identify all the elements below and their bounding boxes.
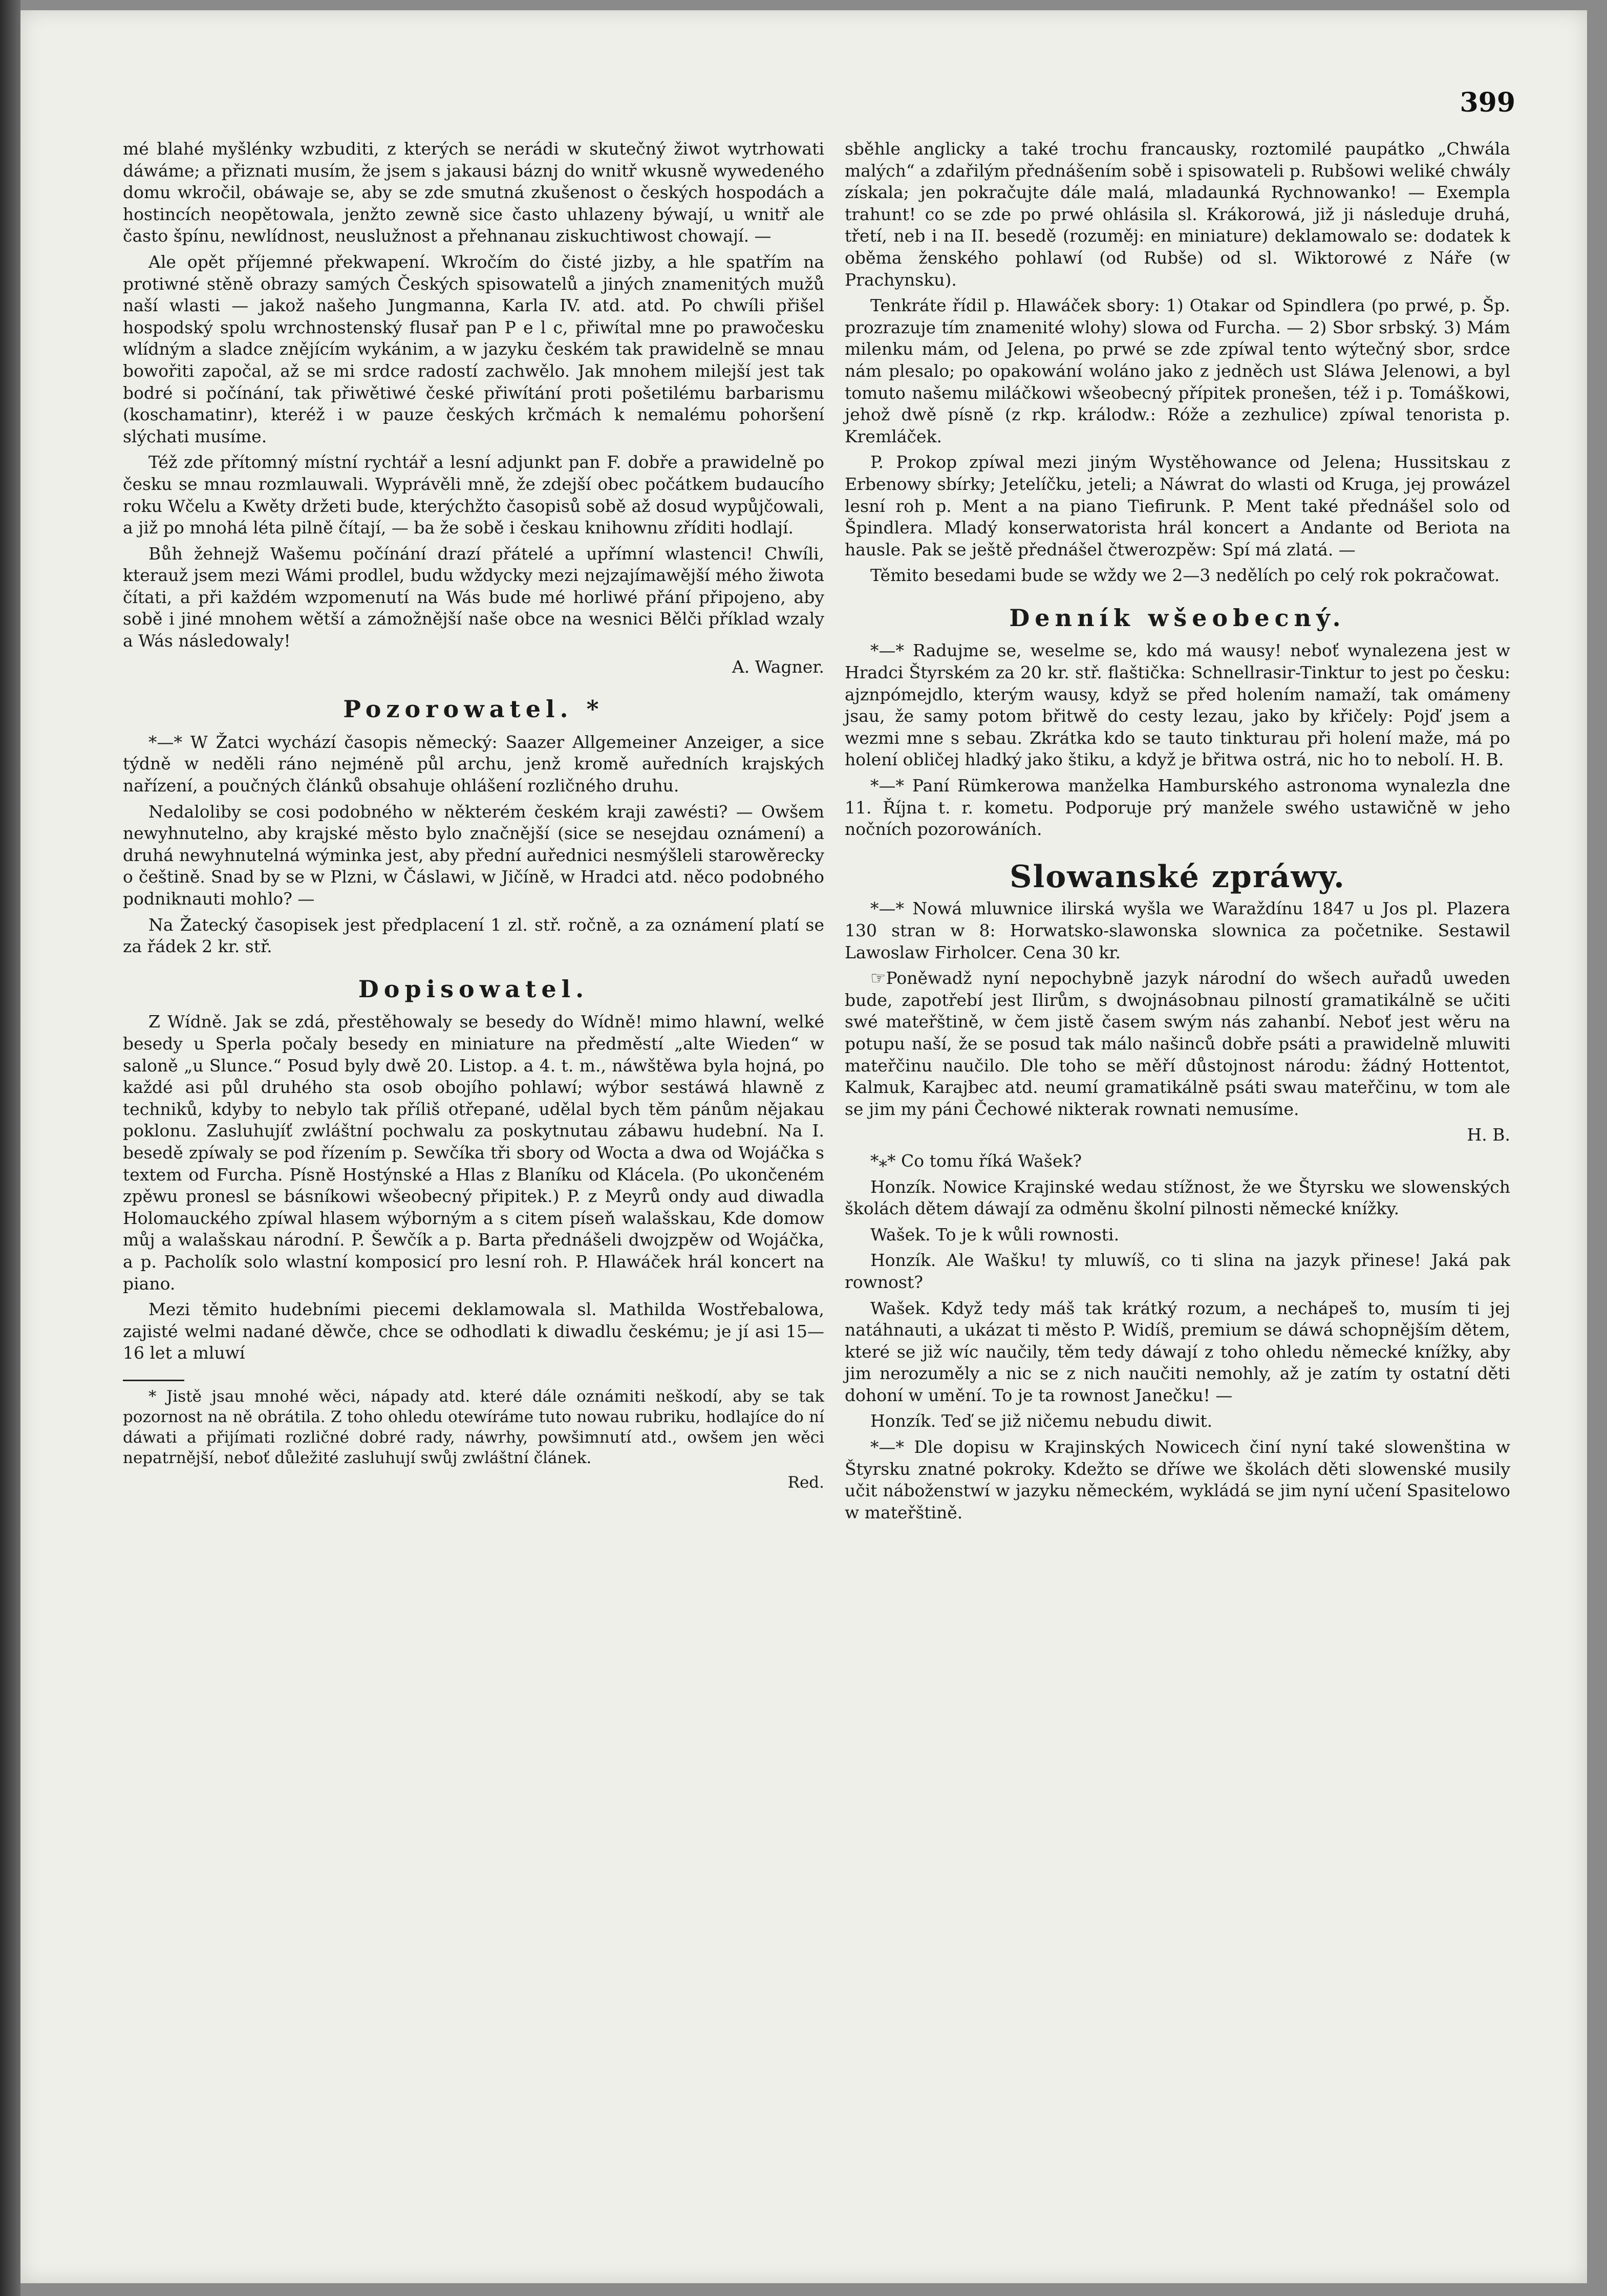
paragraph-text: Poněwadž nyní nepochybně jazyk národní do wšech auřadů uweden bude, zapotřebí jest Ilirům, s dwojnásobnau pilností gramatikálně se učiti swé mateřštině, w čem jistě časem swým nás zahanbí. Neboť jest wěru na potupu naší, že se posud tak málo našinců dobře psáti a prawidelně mluwiti mateřčinu naučilo. Dle toho se měří důstojnost národu: žádný Hottentot, Kalmuk, Karajbec atd. neumí gramatikálně psáti swau mateřčinu, w tom ale se jim my páni Čechowé nikterak rownati nemusíme. xyxy=(845,968,1510,1119)
section-heading-slowanske-zprawy: Slowanské zpráwy. xyxy=(1010,859,1345,895)
paragraph: Mezi těmito hudebními piecemi deklamowala sl. Mathilda Wostřebalowa, zajisté welmi nadané děwče, chce se odhodlati k diwadlu českému; je jí asi 15—16 let a mluwí xyxy=(123,1299,824,1363)
paragraph: sběhle anglicky a také trochu francausky, roztomilé paupátko „Chwála malých“ a zdařilým přednášením sobě i spisowateli p. Rubšowi weliké chwály získala; jen pokračujte dále malá, mladaunká Rychnowanko! — Exempla trahunt! co se zde po prwé ohlásila sl. Krákorowá, již ji následuje druhá, třetí, neb i na II. besedě (rozuměj: en miniature) deklamowalo se: dodatek k oběma ženského pohlawí (od Rubše) od sl. Wiktorowé z Náře (w Prachynsku). xyxy=(845,139,1510,290)
paragraph: P. Prokop zpíwal mezi jiným Wystěhowance od Jelena; Hussitskau z Erbenowy sbírky; Jetelíčku, jeteli; a Náwrat do wlasti od Kruga, jej prowázel lesní roh p. Ment a na piano Tiefirunk. P. Ment také přednášel solo od Špindlera. Mladý konserwatorista hrál koncert a Andante od Beriota na hausle. Pak se ještě přednášel čtwerozpěw: Spí má zlatá. — xyxy=(845,452,1510,560)
dialogue-line: Honzík. Teď se již ničemu nebudu diwit. xyxy=(870,1411,1213,1431)
paragraph: Těmito besedami bude se wždy we 2—3 nedělích po celý rok pokračowat. xyxy=(870,565,1500,586)
paragraph: *—* Radujme se, weselme se, kdo má wausy! neboť wynalezena jest w Hradci Štyrském za 20 kr. stř. flaštička: Schnellrasir-Tinktur to jest po česku: ajznpómejdlo, kterým wausy, když se před holením namaží, tak omámeny jsau, že samy potom břitwě do cesty lezau, jako by křičely: Pojď jsem a wezmi mne s sebau. Zkrátka kdo se tauto tinkturau při holení maže, má po holení obličej hladký jako štiku, a když je břitwa ostrá, nic ho to nebolí. H. B. xyxy=(845,640,1510,770)
dialogue-line: Wašek. Když tedy máš tak krátký rozum, a nechápeš to, musím ti jej natáhnauti, a ukázat ti město P. Widíš, premium se dáwá schopnějším dětem, které se již wíc naučily, těm tedy dáwají z toho ohledu německé knížky, aby jim nerozuměly a nic se z nich naučiti nemohly, až je zatím ty ostatní děti dohoní w umění. To je ta rownost Janečku! — xyxy=(845,1298,1510,1405)
paragraph: Bůh žehnejž Wašemu počínání drazí přátelé a upřímní wlastenci! Chwíli, kterauž jsem mezi Wámi prodlel, budu wždycky mezi nejzajímawější mého žiwota čítati, a při každém wzpomenutí na Wás bude mé horliwé přání připojeno, aby sobě i jiné mnohem wětší a zámožnější naše obce na wesnici Bělči příklad wzaly a Wás následowaly! xyxy=(123,543,824,651)
section-heading-pozorowatel: Pozorowatel. * xyxy=(343,695,604,723)
paragraph: Též zde přítomný místní rychtář a lesní adjunkt pan F. dobře a prawidelně po česku se mnau rozmlauwali. Wyprávěli mně, že zdejší obec počátkem budaucího roku Wčelu a Kwěty držeti bude, kterýchžto časopisů sobě až dosud wypůjčowali, a již po mnohá léta pilně čítají, — ba že sobě i českau knihownu zříditi hodlají. xyxy=(123,452,824,538)
binding-gutter xyxy=(0,0,20,2296)
dialogue-line: Honzík. Ale Wašku! ty mluwíš, co ti slina na jazyk přinese! Jaká pak rownost? xyxy=(845,1250,1510,1292)
paragraph: *⁎* Co tomu říká Wašek? xyxy=(870,1150,1082,1171)
paragraph: *—* Nowá mluwnice ilirská wyšla we Waraždínu 1847 u Jos pl. Plazera 130 stran w 8: Horwatsko-slawonska slownica za početnike. Sestawil Lawoslaw Firholcer. Cena 30 kr. xyxy=(845,898,1510,962)
footnote-rule xyxy=(123,1380,184,1381)
section-heading-dopisowatel: Dopisowatel. xyxy=(358,975,589,1003)
pointing-hand-icon: ☞ xyxy=(870,968,886,989)
paragraph: *—* W Žatci wychází časopis německý: Saazer Allgemeiner Anzeiger, a sice týdně w neděli ráno nejméně půl archu, jenž kromě auředních krajských nařízení, a poučných článků obsahuje ohlášení rozličného druhu. xyxy=(123,732,824,796)
dialogue-line: Honzík. Nowice Krajinské wedau stížnost, že we Štyrsku we slowenských školách dětem dáwají za odměnu školní pilnosti německé knížky. xyxy=(845,1176,1510,1219)
paragraph xyxy=(845,968,1510,1120)
left-column xyxy=(123,138,824,1497)
paragraph: mé blahé myšlénky wzbuditi, z kterých se nerádi w skutečný žiwot wytrhowati dáwáme; a přiznati musím, že jsem s jakausi báznj do wnitř wkusně wywedeného domu wkročil, obáwaje se, aby se zde smutná zkušenost o českých hospodách a hostincích neopětowala, jenžto zewně sice často uhlazeny býwají, u wnitř ale často špínu, newlídnost, neuslužnost a přehnanau ziskuchtiwost chowají. — xyxy=(123,139,824,246)
paragraph: Z Wídně. Jak se zdá, přestěhowaly se besedy do Wídně! mimo hlawní, welké besedy u Sperla počaly besedy en miniature na předměstí „alte Wieden“ w saloně „u Slunce.“ Posud byly dwě 20. Listop. a 4. t. m., náwštěwa byla hojná, po každé asi půl druhého sta osob obojího pohlawí; wýbor sestáwá hlawně z techniků, kdyby to nebylo tak příliš otřepané, udělal bych těm pánům nějakau poklonu. Zasluhujíť zwláštní pochwalu za poskytnutau zábawu hudební. Na I. besedě zpíwaly se pod řízením p. Sewčíka tři sbory od Wocta a dwa od Wojáčka s textem od Furcha. Písně Hostýnské a Hlas z Blaníku od Klácela. (Po ukončeném zpěwu pronesl se básníkowi wšeobecný připitek.) P. z Meyrů ondy aud diwadla Holomauckého zpíwal hlasem wýborným a s citem píseň walašskau, Kde domow můj a walašskau národní. P. Šewčík a p. Barta přednášeli dwojzpěw od Wojáčka, a p. Pacholík solo wlastní komposicí pro lesní roh. P. Hlawáček hrál koncert na piano. xyxy=(123,1012,824,1294)
signature: H. B. xyxy=(1467,1125,1510,1145)
paragraph: Ale opět příjemné překwapení. Wkročím do čisté jizby, a hle spatřím na protiwné stěně obrazy samých Českých spisowatelů a jiných znamenitých mužů naší wlasti — jakož našeho Jungmanna, Karla IV. atd. atd. Po chwíli přišel hospodský spolu wrchnostenský flusař pan P e l c, přiwítal mne po prawočesku wlídným a sladce znějícím wykánim, a w jazyku českém tak prawidelně se mnau bowořiti započal, až se mi srdce radostí zachwělo. Jak mnohem milejší jest tak bodré si počínání, tak přiwětiwé české přiwítání proti pošetilému barbarismu (koschamatinr), kteréž i w pauze českých krčmách k nemalému pohoršení slýchati musíme. xyxy=(123,251,824,446)
footnote: * Jistě jsau mnohé wěci, nápady atd. které dále oznámiti neškodí, aby se tak pozornost na ně obrátila. Z toho ohledu otewíráme tuto nowau rubriku, hodlajíce do ní dáwati a přijímati rozličné dobré rady, náwrhy, powšimnutí atd., owšem jen wěci nepatrnější, neboť důležité zasluhují swůj zwláštní článek. xyxy=(123,1387,824,1467)
paragraph: Na Žatecký časopisek jest předplacení 1 zl. stř. ročně, a za oznámení platí se za řádek 2 kr. stř. xyxy=(123,914,824,957)
page-number: 399 xyxy=(1460,87,1515,118)
paragraph: Nedaloliby se cosi podobného w některém českém kraji zawésti? — Owšem newyhnutelno, aby krajské město bylo značnější (sice se nesejdau oznámení) a druhá newyhnutelná wýminka jest, aby přední auřednici nesmýšleli starowěrecky o češtině. Snad by se w Plzni, w Čáslawi, w Jičíně, w Hradci atd. něco podobného podniknauti mohlo? — xyxy=(123,801,824,909)
section-heading-dennik: Denník wšeobecný. xyxy=(1009,604,1346,632)
paragraph: *—* Paní Rümkerowa manželka Hamburského astronoma wynalezla dne 11. Října t. r. kometu. Podporuje prý manžele swého ustawičně w jeho nočních pozorowáních. xyxy=(845,776,1510,840)
paragraph: Tenkráte řídil p. Hlawáček sbory: 1) Otakar od Spindlera (po prwé, p. Šp. prozrazuje tím znamenité wlohy) slowa od Furcha. — 2) Sbor srbský. 3) Mám milenku mám, od Jelena, po prwé se zde zpíwal tento wýtečný sbor, srdce nám plesalo; po opakowání woláno jako z jedněch ust Sláwa Jelenowi, a byl tomuto našemu miláčkowi wšeobecný přípitek pronešen, též i p. Tomáškowi, jehož dwě písně (z rkp. králodw.: Róže a zezhulice) zpíwal tenorista p. Kremláček. xyxy=(845,295,1510,446)
signature: A. Wagner. xyxy=(732,656,824,677)
paragraph: *—* Dle dopisu w Krajinských Nowicech činí nyní také slowenština w Štyrsku znatné pokroky. Kdežto se dříwe we školách děti slowenské musily učit náboženstwí w jazyku německém, wykládá se jim nyní učení Spasitelowo w mateřštině. xyxy=(845,1437,1510,1522)
dialogue-line: Wašek. To je k wůli rownosti. xyxy=(870,1224,1120,1244)
right-column xyxy=(845,138,1510,1528)
newspaper-page xyxy=(20,10,1587,2283)
footnote-signature: Red. xyxy=(787,1473,824,1492)
